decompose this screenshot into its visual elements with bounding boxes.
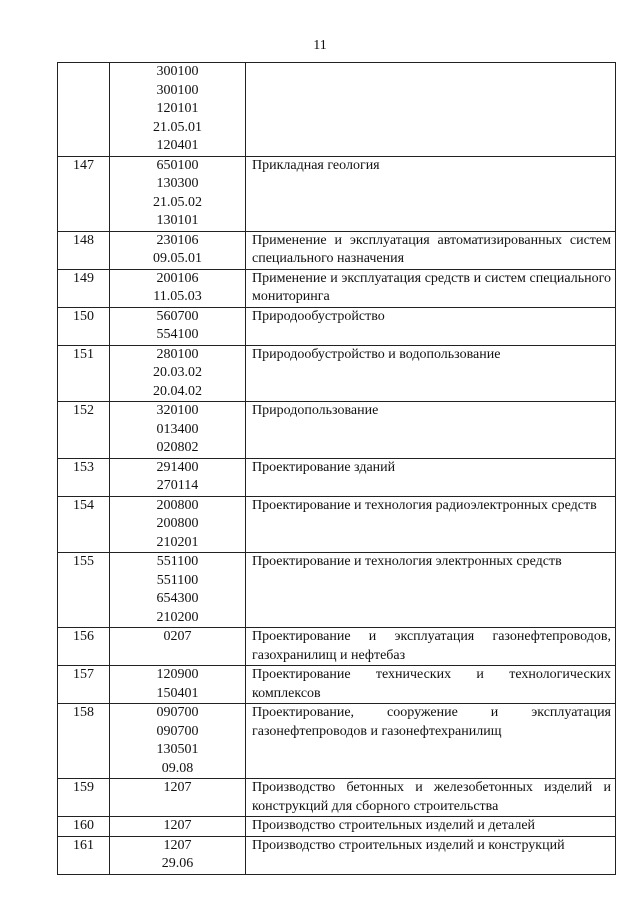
- specialty-name: Прикладная геология: [246, 156, 616, 231]
- row-number: 149: [58, 269, 110, 307]
- specialty-code: 11.05.03: [153, 289, 202, 304]
- specialty-codes: [110, 553, 246, 628]
- specialty-code: 200800: [156, 516, 199, 531]
- row-number: 160: [58, 817, 110, 837]
- specialty-code: 29.06: [161, 856, 194, 871]
- table-row: [58, 704, 616, 779]
- specialty-name: Природообустройство: [246, 307, 616, 345]
- specialty-codes: [110, 458, 246, 496]
- specialty-code: 013400: [156, 421, 199, 437]
- specialty-code: 20.04.02: [153, 383, 202, 399]
- specialty-code: 270114: [156, 478, 199, 493]
- table-row: [58, 817, 616, 837]
- specialty-code: 551100: [156, 554, 199, 569]
- specialty-name: Проектирование и технология электронных средств: [246, 553, 616, 628]
- specialty-codes: [110, 628, 246, 666]
- table-row: [58, 779, 616, 817]
- table-row: [58, 496, 616, 553]
- row-number: 152: [58, 402, 110, 459]
- specialty-name: Проектирование и эксплуатация газонефтепроводов, газохранилищ и нефтебаз: [246, 628, 616, 666]
- specialty-codes: [110, 402, 246, 459]
- specialty-code: 09.08: [161, 760, 194, 776]
- specialty-code: 120900: [156, 667, 199, 682]
- specialty-code: 551100: [156, 572, 199, 588]
- specialty-codes: [110, 496, 246, 553]
- row-number: 150: [58, 307, 110, 345]
- row-number: 157: [58, 666, 110, 704]
- specialty-code: 090700: [156, 723, 199, 739]
- specialty-code: 200106: [156, 270, 199, 286]
- specialty-code: 130101: [156, 213, 199, 228]
- specialty-name: Проектирование, сооружение и эксплуатация газонефтепроводов и газонефтехранилищ: [246, 704, 616, 779]
- table-row: [58, 269, 616, 307]
- row-number: 158: [58, 704, 110, 779]
- specialty-code: 650100: [156, 157, 199, 173]
- specialty-code: 09.05.01: [153, 251, 202, 266]
- specialty-codes: [110, 704, 246, 779]
- table-row: [58, 307, 616, 345]
- row-number: 155: [58, 553, 110, 628]
- specialty-name: Применение и эксплуатация автоматизированных систем специального назначения: [246, 231, 616, 269]
- specialty-code: 210200: [156, 609, 199, 625]
- table-row: [58, 553, 616, 628]
- specialty-code: 21.05.01: [153, 119, 202, 135]
- specialty-name: Проектирование технических и технологических комплексов: [246, 666, 616, 704]
- specialty-code: 300100: [156, 82, 199, 98]
- specialty-code: 130300: [156, 176, 199, 191]
- specialty-code: 200800: [156, 497, 199, 513]
- specialty-name: Природопользование: [246, 402, 616, 459]
- table-row: [58, 63, 616, 157]
- table-row: [58, 666, 616, 704]
- specialties-table: [57, 62, 616, 875]
- specialty-code: 020802: [156, 440, 199, 455]
- specialty-codes: [110, 231, 246, 269]
- specialty-name: Производство строительных изделий и конструкций: [246, 836, 616, 874]
- specialty-name: Проектирование и технология радиоэлектронных средств: [246, 496, 616, 553]
- specialty-name: Проектирование зданий: [246, 458, 616, 496]
- table-row: [58, 156, 616, 231]
- table-body: [58, 63, 616, 875]
- table-row: [58, 458, 616, 496]
- specialty-code: 230106: [156, 232, 199, 248]
- row-number: 156: [58, 628, 110, 666]
- specialty-code: 20.03.02: [153, 365, 202, 380]
- specialty-name: Применение и эксплуатация средств и систем специального мониторинга: [246, 269, 616, 307]
- specialty-code: 210201: [156, 534, 199, 550]
- specialty-name: Производство бетонных и железобетонных изделий и конструкций для сборного строительства: [246, 779, 616, 817]
- specialty-code: 320100: [156, 403, 199, 418]
- specialty-codes: [110, 307, 246, 345]
- specialty-code: 0207: [163, 629, 192, 644]
- specialty-codes: [110, 817, 246, 837]
- specialty-code: 654300: [156, 591, 199, 606]
- specialty-code: 150401: [156, 685, 199, 701]
- table-row: [58, 836, 616, 874]
- specialty-code: 120401: [156, 138, 199, 153]
- specialty-code: 120101: [156, 101, 199, 116]
- specialty-code: 291400: [156, 459, 199, 475]
- specialty-code: 1207: [163, 837, 192, 853]
- specialty-codes: [110, 63, 246, 157]
- specialty-codes: [110, 779, 246, 817]
- row-number: 151: [58, 345, 110, 402]
- row-number: 148: [58, 231, 110, 269]
- specialty-code: 554100: [156, 327, 199, 342]
- specialty-codes: [110, 345, 246, 402]
- row-number: 154: [58, 496, 110, 553]
- specialty-code: 21.05.02: [153, 194, 202, 210]
- specialty-code: 130501: [156, 742, 199, 757]
- page-number: 11: [313, 38, 327, 53]
- table-row: [58, 231, 616, 269]
- row-number: 161: [58, 836, 110, 874]
- specialty-codes: [110, 836, 246, 874]
- row-number: 153: [58, 458, 110, 496]
- specialty-code: 090700: [156, 705, 199, 720]
- row-number: 147: [58, 156, 110, 231]
- specialty-name: [246, 63, 616, 157]
- table-row: [58, 402, 616, 459]
- specialty-name: Природообустройство и водопользование: [246, 345, 616, 402]
- table-row: [58, 345, 616, 402]
- specialty-code: 560700: [156, 308, 199, 324]
- specialty-code: 280100: [156, 346, 199, 362]
- specialty-code: 300100: [156, 64, 199, 79]
- row-number: [58, 63, 110, 157]
- specialty-codes: [110, 156, 246, 231]
- row-number: 159: [58, 779, 110, 817]
- specialty-code: 1207: [163, 818, 192, 833]
- specialty-name: Производство строительных изделий и деталей: [246, 817, 616, 837]
- specialty-codes: [110, 269, 246, 307]
- specialty-code: 1207: [163, 780, 192, 795]
- specialty-codes: [110, 666, 246, 704]
- table-row: [58, 628, 616, 666]
